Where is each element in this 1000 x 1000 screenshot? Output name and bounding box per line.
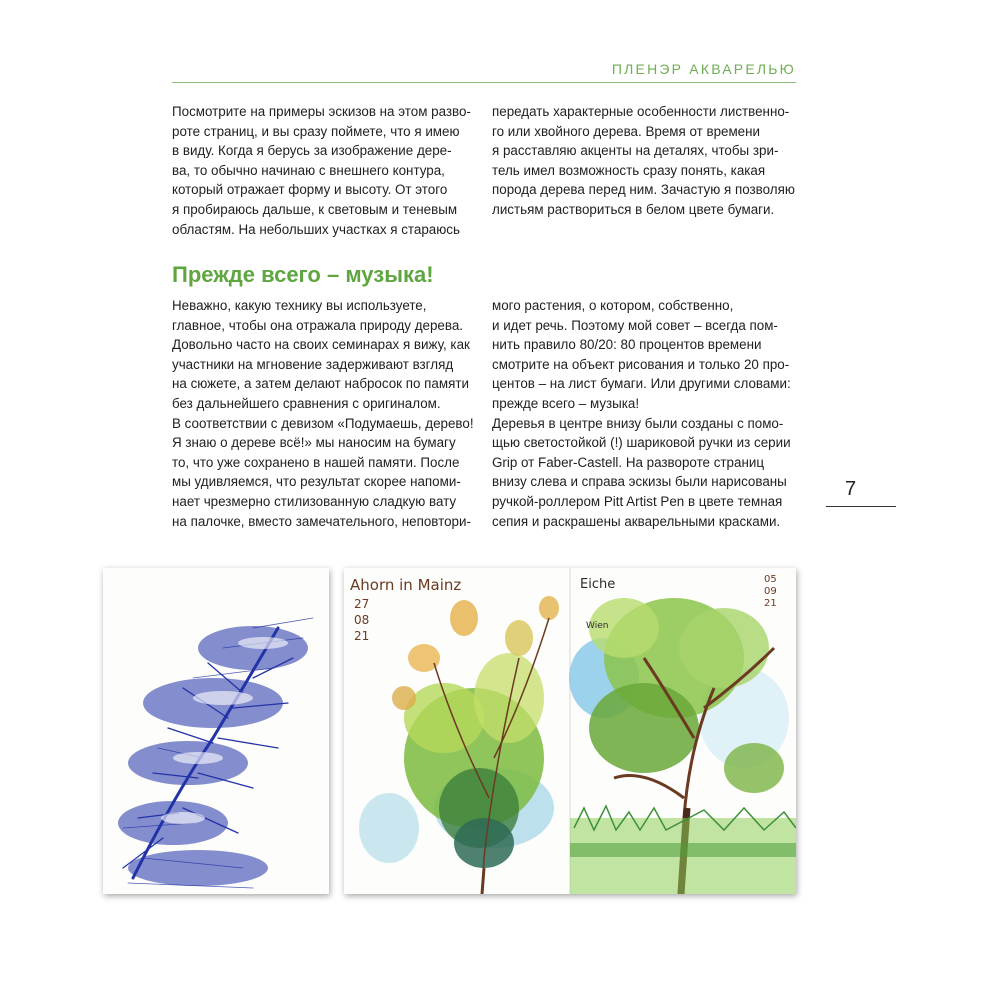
body-text-line: на сюжете, а затем делают набросок по памяти [172, 376, 469, 392]
body-text-line: Довольно часто на своих семинарах я вижу, как [172, 337, 470, 353]
maple-tree-painting [359, 596, 559, 894]
body-text-line: на палочке, вместо замечательного, неповтори- [172, 513, 471, 529]
maple-date-month: 08 [354, 613, 370, 627]
sketch-blue-pine [103, 568, 329, 894]
intro-text-line: порода дерева перед ним. Зачастую я позволяю [492, 182, 795, 198]
intro-text-line: Посмотрите на примеры эскизов на этом разво- [172, 104, 471, 119]
intro-text-line: роте страниц, и вы сразу поймете, что я имею [172, 123, 460, 139]
section-heading: Прежде всего – музыка! [172, 262, 434, 287]
sketch-watercolor-spread [344, 568, 796, 894]
blue-pine-drawing [103, 568, 329, 894]
intro-right-column [492, 102, 795, 220]
maple-sketch-title: Ahorn in Mainz [350, 576, 462, 594]
body-text-line: нает чрезмерно стилизованную сладкую вату [172, 493, 457, 509]
body-text-line: внизу слева и справа эскизы были нарисованы [492, 474, 787, 490]
body-text-line: Неважно, какую технику вы используете, [172, 298, 427, 313]
body-text-line: прежде всего – музыка! [492, 395, 640, 411]
section-left-column [172, 296, 474, 531]
section-right-column [492, 296, 791, 531]
watercolor-spread-drawing [344, 568, 796, 894]
running-header-title: ПЛЕНЭР АКВАРЕЛЬЮ [611, 61, 796, 77]
body-text-line: смотрите на объект рисования и только 20 про- [492, 356, 790, 372]
intro-text-line: тель имел возможность сразу понять, какая [492, 162, 766, 178]
body-text-line: участники на мгновение задерживают взгляд [172, 356, 454, 372]
page-number: 7 [845, 478, 857, 500]
body-text-line: Деревья в центре внизу были созданы с помо- [492, 415, 784, 431]
body-text-line: В соответствии с девизом «Подумаешь, дерево! [172, 415, 474, 431]
body-text-line: ручкой-роллером Pitt Artist Pen в цвете темная [492, 493, 783, 509]
intro-text-line: ва, то обычно начинаю с внешнего контура, [172, 162, 445, 178]
intro-text-line: передать характерные особенности лиственно- [492, 104, 790, 119]
running-header [172, 58, 796, 83]
maple-date-day: 27 [354, 597, 370, 611]
intro-text-line: который отражает форму и высоту. От этого [172, 182, 448, 198]
oak-tree-painting [569, 598, 796, 894]
oak-date-day: 05 [764, 574, 777, 585]
intro-text-line: листьям раствориться в белом цвете бумаги. [492, 201, 775, 217]
oak-sketch-subtitle: Wien [586, 621, 609, 631]
intro-text-line: областям. На небольших участках я стараюсь [172, 221, 460, 237]
body-text-line: главное, чтобы она отражала природу дерева. [172, 317, 463, 333]
maple-date-year: 21 [354, 629, 370, 643]
body-text-line: Grip от Faber-Castell. На развороте страниц [492, 454, 764, 470]
body-text-line: щью светостойкой (!) шариковой ручки из серии [492, 435, 791, 451]
body-text-line: и идет речь. Поэтому мой совет – всегда пом- [492, 317, 778, 333]
intro-text-line: я пробираюсь дальше, к световым и теневым [172, 201, 458, 217]
oak-date-month: 09 [764, 586, 777, 597]
intro-text-line: го или хвойного дерева. Время от времени [492, 123, 760, 139]
oak-date-year: 21 [764, 598, 777, 609]
body-text-line: нить правило 80/20: 80 процентов времени [492, 337, 762, 353]
body-text-line: сепия и раскрашены акварельными красками. [492, 513, 781, 529]
body-text-line: мого растения, о котором, собственно, [492, 298, 734, 313]
page-number-rule [826, 506, 896, 507]
intro-text-line: я расставляю акценты на деталях, чтобы зри- [492, 143, 779, 159]
oak-sketch-title: Eiche [580, 577, 616, 592]
body-text-line: без дальнейшего сравнения с оригиналом. [172, 395, 441, 411]
body-text-line: Я знаю о дереве всё!» мы наносим на бумагу [172, 435, 456, 451]
body-text-line: мы удивляемся, что результат скорее напоми- [172, 474, 461, 490]
body-text-line: центов – на лист бумаги. Или другими словами: [492, 376, 791, 392]
intro-left-column [172, 102, 471, 239]
intro-text-line: в виду. Когда я берусь за изображение дере- [172, 143, 452, 159]
body-text-line: то, что уже сохранено в нашей памяти. После [172, 454, 460, 470]
